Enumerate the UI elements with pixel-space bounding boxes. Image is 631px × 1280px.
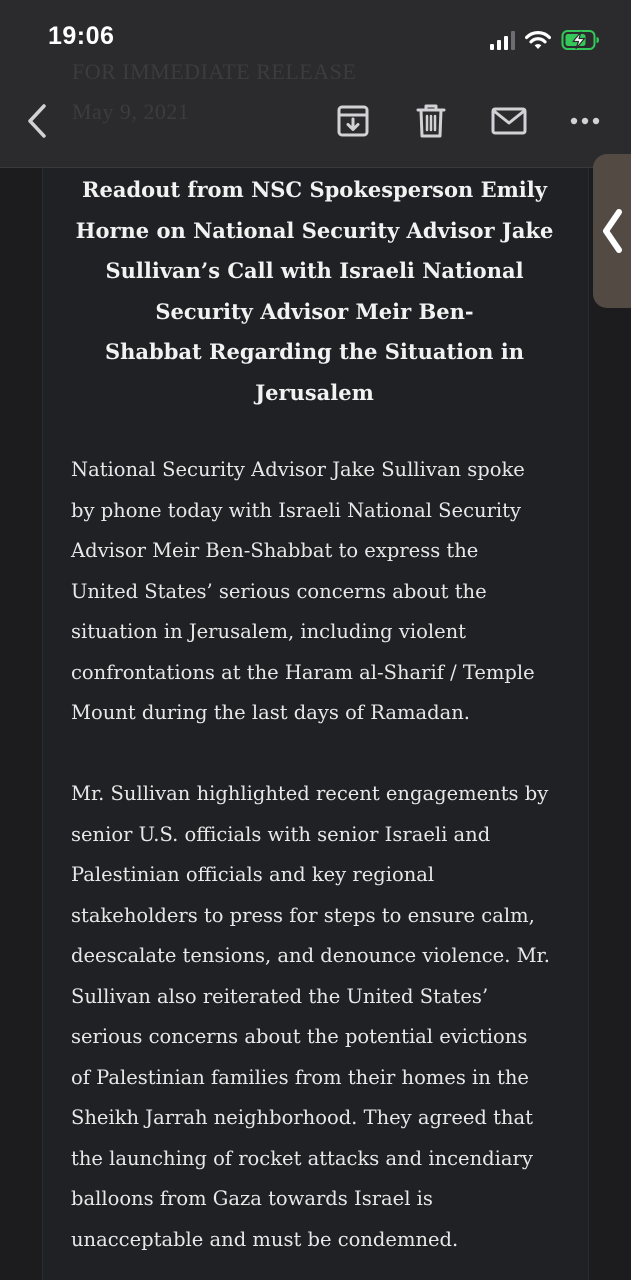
archive-download-icon (336, 104, 370, 138)
readout-title (62, 170, 567, 413)
paragraph-line: unacceptable and must be condemned. (71, 1227, 459, 1251)
paragraph-line: Mr. Sullivan highlighted recent engagements by (71, 782, 549, 805)
paragraph-line: senior U.S. officials with senior Israeli and (71, 822, 491, 846)
paragraph-line: Sheikh Jarrah neighborhood. They agreed that (71, 1106, 533, 1129)
wifi-icon (525, 30, 551, 50)
chevron-left-icon (26, 103, 48, 139)
title-line: Readout from NSC Spokesperson Emily (82, 177, 547, 202)
paragraph-line: Mount during the last days of Ramadan. (71, 701, 470, 724)
side-panel-pull-tab[interactable] (593, 154, 631, 308)
column-divider (42, 0, 43, 1280)
paragraph-line: National Security Advisor Jake Sullivan spoke (71, 458, 525, 481)
release-date: May 9, 2021 (72, 99, 190, 124)
scrolled-header-text (72, 52, 356, 132)
paragraph-line: of Palestinian families from their homes in the (71, 1065, 529, 1089)
envelope-icon (491, 107, 527, 135)
back-button[interactable] (20, 95, 54, 147)
status-icons (490, 26, 601, 54)
paragraph-line: by phone today with Israeli National Security (71, 498, 521, 522)
status-time: 19:06 (48, 22, 115, 50)
paragraph-line: balloons from Gaza towards Israel is (71, 1187, 433, 1210)
title-line: Jerusalem (255, 379, 374, 405)
paragraph-line: United States’ serious concerns about the (71, 579, 487, 603)
column-divider (588, 0, 589, 1280)
title-line: Security Advisor Meir Ben- (155, 298, 474, 324)
reply-mail-button[interactable] (488, 95, 530, 147)
body-paragraph-1 (71, 450, 571, 734)
top-navigation-bar (0, 0, 631, 168)
archive-button[interactable] (334, 95, 372, 147)
paragraph-line: serious concerns about the potential evictions (71, 1025, 528, 1048)
paragraph-line: situation in Jerusalem, including violent (71, 620, 466, 643)
title-line: Horne on National Security Advisor Jake (75, 217, 554, 243)
cellular-signal-icon (490, 30, 515, 50)
paragraph-line: Advisor Meir Ben-Shabbat to express the (71, 539, 479, 562)
chevron-left-icon (601, 208, 623, 254)
battery-charging-icon (561, 29, 601, 51)
delete-button[interactable] (412, 95, 450, 147)
paragraph-line: confrontations at the Haram al-Sharif / Temple (71, 660, 535, 684)
more-options-button[interactable] (566, 95, 604, 147)
ellipsis-icon (570, 117, 600, 125)
body-paragraph-2 (71, 774, 571, 1260)
paragraph-line: Palestinian officials and key regional (71, 863, 435, 886)
trash-icon (416, 103, 446, 139)
release-label: FOR IMMEDIATE RELEASE (72, 59, 357, 84)
paragraph-line: stakeholders to press for steps to ensure calm, (71, 903, 535, 927)
paragraph-line: the launching of rocket attacks and incendiary (71, 1146, 533, 1170)
paragraph-line: deescalate tensions, and denounce violence. Mr. (71, 944, 550, 967)
paragraph-line: Sullivan also reiterated the United States’ (71, 984, 489, 1008)
title-line: Shabbat Regarding the Situation in (105, 339, 524, 364)
title-line: Sullivan’s Call with Israeli National (105, 258, 524, 283)
